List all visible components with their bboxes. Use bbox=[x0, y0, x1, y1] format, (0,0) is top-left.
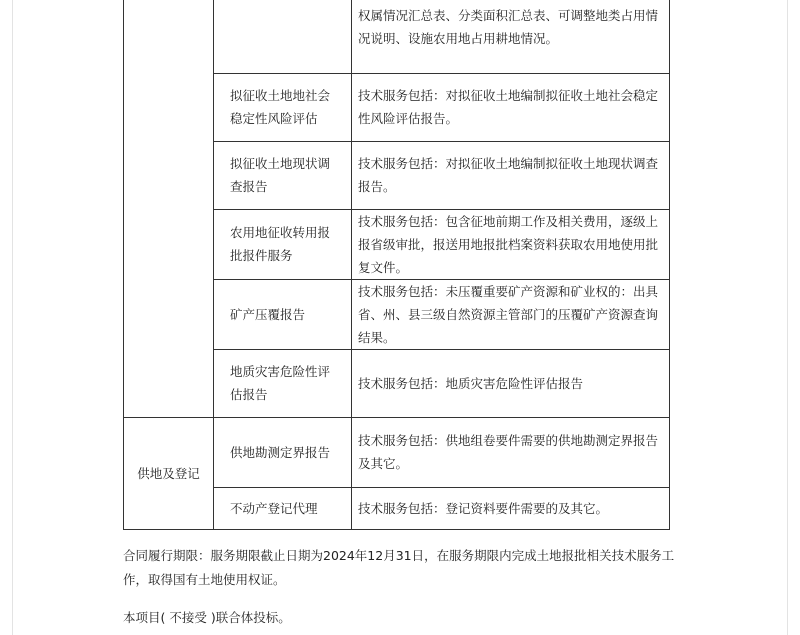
notes-section bbox=[123, 544, 678, 630]
item-cell: 供地勘测定界报告 bbox=[214, 417, 352, 487]
page-left-edge bbox=[12, 0, 13, 635]
description-cell: 技术服务包括：供地组卷要件需要的供地勘测定界报告及其它。 bbox=[352, 417, 670, 487]
page-right-edge bbox=[787, 0, 788, 635]
description-cell-continued: 权属情况汇总表、分类面积汇总表、可调整地类占用情况说明、设施农用地占用耕地情况。 bbox=[352, 0, 670, 73]
item-cell-continued bbox=[214, 0, 352, 73]
item-cell: 地质灾害危险性评估报告 bbox=[214, 349, 352, 417]
item-cell: 不动产登记代理 bbox=[214, 487, 352, 529]
description-cell: 技术服务包括：登记资料要件需要的及其它。 bbox=[352, 487, 670, 529]
item-cell: 矿产压覆报告 bbox=[214, 279, 352, 349]
service-scope-table bbox=[123, 0, 670, 530]
description-cell: 技术服务包括：对拟征收土地编制拟征收土地现状调查报告。 bbox=[352, 141, 670, 209]
table-row bbox=[124, 417, 670, 487]
description-cell: 技术服务包括：未压覆重要矿产资源和矿业权的：出具省、州、县三级自然资源主管部门的压覆矿产资源查询结果。 bbox=[352, 279, 670, 349]
category-cell: 供地及登记 bbox=[124, 417, 214, 529]
contract-period-text: 合同履行期限：服务期限截止日期为2024年12月31日，在服务期限内完成土地报批相关技术服务工作，取得国有土地使用权证。 bbox=[123, 548, 675, 587]
category-cell-continued bbox=[124, 0, 214, 417]
description-cell: 技术服务包括：地质灾害危险性评估报告 bbox=[352, 349, 670, 417]
table-row bbox=[124, 0, 670, 73]
item-cell: 农用地征收转用报批报件服务 bbox=[214, 209, 352, 279]
item-cell: 拟征收土地地社会稳定性风险评估 bbox=[214, 73, 352, 141]
description-cell: 技术服务包括：对拟征收土地编制拟征收土地社会稳定性风险评估报告。 bbox=[352, 73, 670, 141]
item-cell: 拟征收土地现状调查报告 bbox=[214, 141, 352, 209]
consortium-text: 本项目( 不接受 )联合体投标。 bbox=[123, 610, 291, 625]
description-cell: 技术服务包括：包含征地前期工作及相关费用，逐级上报省级审批，报送用地报批档案资料获取农用地使用批复文件。 bbox=[352, 209, 670, 279]
